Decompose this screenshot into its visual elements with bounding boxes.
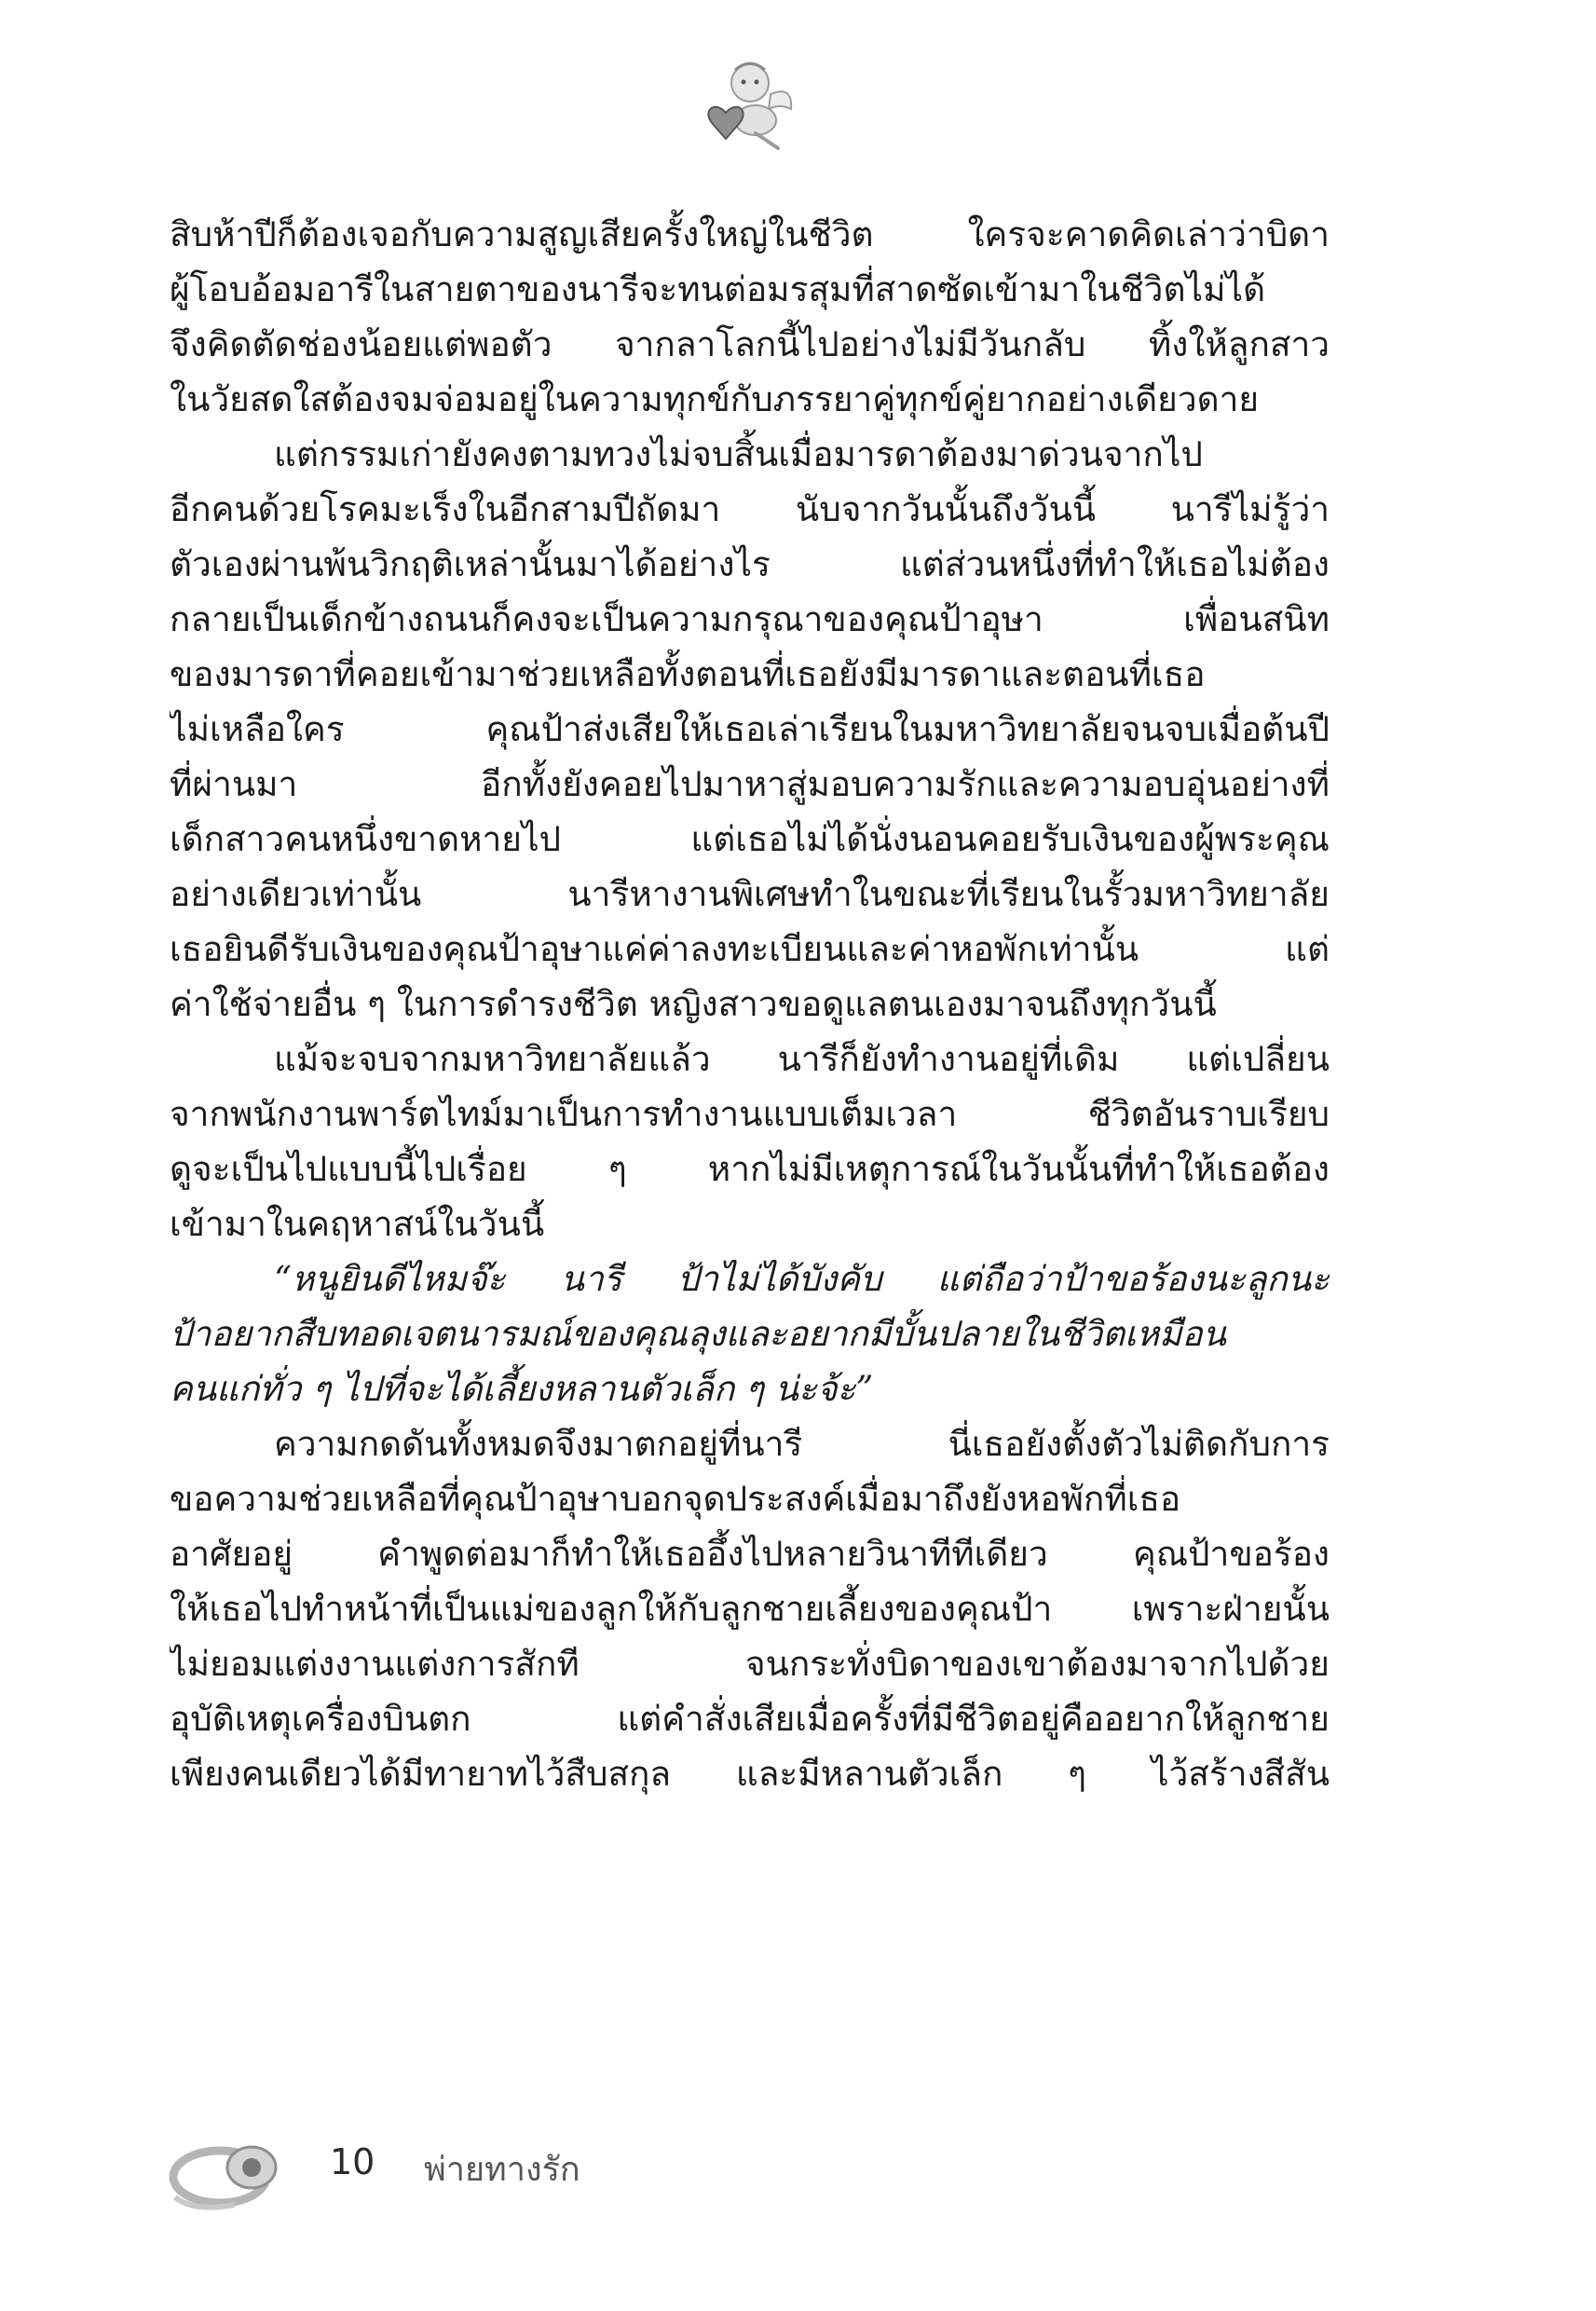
text-line: อาศัยอยู่ คำพูดต่อมาก็ทำให้เธออึ้งไปหลายวินาทีทีเดียว คุณป้าขอร้อง (170, 1534, 1330, 1574)
text-line: ค่าใช้จ่ายอื่น ๆ ในการดำรงชีวิต หญิงสาวขอดูแลตนเองมาจนถึงทุกวันนี้ (170, 984, 1217, 1024)
text-line: ดูจะเป็นไปแบบนี้ไปเรื่อย ๆ หากไม่มีเหตุการณ์ในวันนั้นที่ทำให้เธอต้อง (170, 1149, 1330, 1189)
text-line: ที่ผ่านมา อีกทั้งยังคอยไปมาหาสู่มอบความรักและความอบอุ่นอย่างที่ (170, 764, 1330, 804)
quote-line: “หนูยินดีไหมจ๊ะ นารี ป้าไม่ได้บังคับ แต่ถือว่าป้าขอร้องนะลูกนะ (274, 1259, 1330, 1299)
text-line: ความกดดันทั้งหมดจึงมาตกอยู่ที่นารี นี่เธอยังตั้งตัวไม่ติดกับการ (274, 1424, 1330, 1464)
quote-line: ป้าอยากสืบทอดเจตนารมณ์ของคุณลุงและอยากมีบั้นปลายในชีวิตเหมือน (170, 1314, 1226, 1354)
text-line: เข้ามาในคฤหาสน์ในวันนี้ (170, 1204, 545, 1244)
text-line: เธอยินดีรับเงินของคุณป้าอุษาแค่ค่าลงทะเบียนและค่าหอพักเท่านั้น แต่ (170, 929, 1330, 969)
quote-line: คนแก่ทั่ว ๆ ไปที่จะได้เลี้ยงหลานตัวเล็ก ๆ น่ะจ้ะ” (170, 1369, 874, 1409)
body-text (170, 207, 1330, 1801)
text-line: ในวัยสดใสต้องจมจ่อมอยู่ในความทุกข์กับภรรยาคู่ทุกข์คู่ยากอย่างเดียวดาย (170, 379, 1260, 419)
text-line: ผู้โอบอ้อมอารีในสายตาของนารีจะทนต่อมรสุมที่สาดซัดเข้ามาในชีวิตไม่ได้ (170, 269, 1266, 309)
book-title: พ่ายทางรัก (424, 2151, 580, 2189)
text-line: สิบห้าปีก็ต้องเจอกับความสูญเสียครั้งใหญ่ในชีวิต ใครจะคาดคิดเล่าว่าบิดา (170, 214, 1330, 254)
text-line: ตัวเองผ่านพ้นวิกฤติเหล่านั้นมาได้อย่างไร แต่ส่วนหนึ่งที่ทำให้เธอไม่ต้อง (170, 544, 1330, 584)
text-line: ให้เธอไปทำหน้าที่เป็นแม่ของลูกให้กับลูกชายเลี้ยงของคุณป้า เพราะฝ่ายนั้น (170, 1589, 1330, 1629)
text-line: ไม่ยอมแต่งงานแต่งการสักที จนกระทั่งบิดาของเขาต้องมาจากไปด้วย (170, 1644, 1330, 1684)
text-line: แต่กรรมเก่ายังคงตามทวงไม่จบสิ้นเมื่อมารดาต้องมาด่วนจากไป (274, 434, 1203, 474)
text-line: แม้จะจบจากมหาวิทยาลัยแล้ว นารีก็ยังทำงานอยู่ที่เดิม แต่เปลี่ยน (274, 1039, 1330, 1079)
text-line: กลายเป็นเด็กข้างถนนก็คงจะเป็นความกรุณาของคุณป้าอุษา เพื่อนสนิท (170, 599, 1330, 639)
text-line: อุบัติเหตุเครื่องบินตก แต่คำสั่งเสียเมื่อครั้งที่มีชีวิตอยู่คืออยากให้ลูกชาย (170, 1699, 1330, 1739)
text-line: เพียงคนเดียวได้มีทายาทไว้สืบสกุล และมีหลานตัวเล็ก ๆ ไว้สร้างสีสัน (170, 1754, 1330, 1794)
text-line: ของมารดาที่คอยเข้ามาช่วยเหลือทั้งตอนที่เธอยังมีมารดาและตอนที่เธอ (170, 654, 1206, 694)
text-line: เด็กสาวคนหนึ่งขาดหายไป แต่เธอไม่ได้นั่งนอนคอยรับเงินของผู้พระคุณ (170, 819, 1330, 859)
swirl-ornament-icon (166, 2123, 306, 2216)
text-line: จากพนักงานพาร์ตไทม์มาเป็นการทำงานแบบเต็มเวลา ชีวิตอันราบเรียบ (170, 1094, 1330, 1134)
page-number: 10 (330, 2141, 375, 2182)
text-line: จึงคิดตัดช่องน้อยแต่พอตัว จากลาโลกนี้ไปอย่างไม่มีวันกลับ ทิ้งให้ลูกสาว (170, 324, 1330, 364)
text-line: ไม่เหลือใคร คุณป้าส่งเสียให้เธอเล่าเรียนในมหาวิทยาลัยจนจบเมื่อต้นปี (170, 709, 1330, 749)
text-line: อีกคนด้วยโรคมะเร็งในอีกสามปีถัดมา นับจากวันนั้นถึงวันนี้ นารีไม่รู้ว่า (170, 489, 1330, 529)
text-line: ขอความช่วยเหลือที่คุณป้าอุษาบอกจุดประสงค์เมื่อมาถึงยังหอพักที่เธอ (170, 1479, 1181, 1519)
text-line: อย่างเดียวเท่านั้น นารีหางานพิเศษทำในขณะที่เรียนในรั้วมหาวิทยาลัย (170, 874, 1330, 914)
cherub-with-heart-icon (694, 51, 801, 158)
